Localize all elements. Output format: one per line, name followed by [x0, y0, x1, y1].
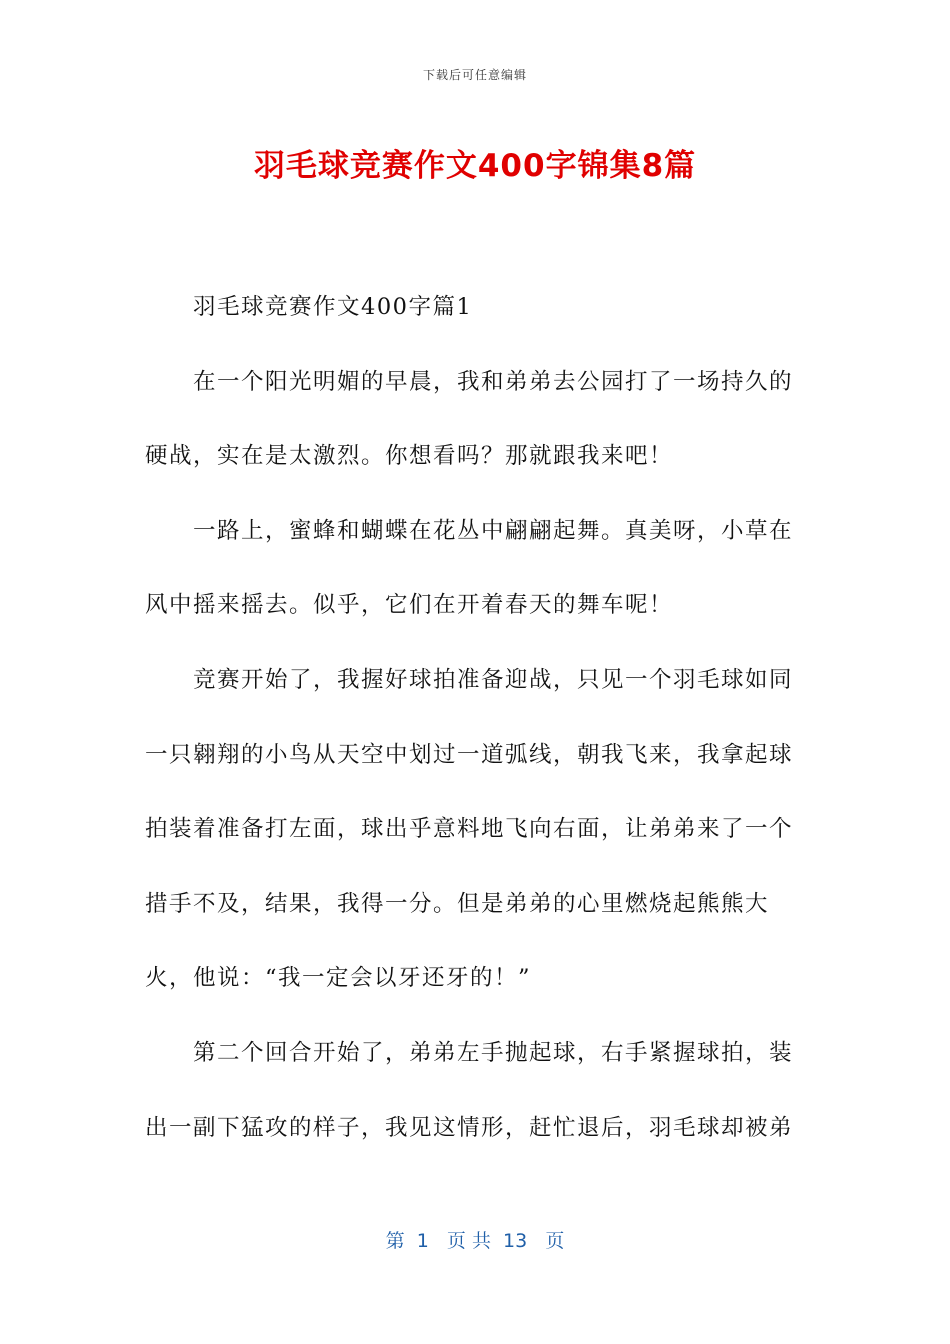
- paragraph: 一路上，蜜蜂和蝴蝶在花丛中翩翩起舞。真美呀，小草在风中摇来摇去。似乎，它们在开着春天的舞车呢！: [145, 517, 794, 619]
- document-body: [145, 270, 810, 1165]
- paragraph: 在一个阳光明媚的早晨，我和弟弟去公园打了一场持久的硬战，实在是太激烈。你想看吗？那就跟我来吧！: [145, 368, 794, 470]
- document-title: 羽毛球竞赛作文400字锦集8篇: [253, 148, 697, 184]
- paragraph: 竞赛开始了，我握好球拍准备迎战，只见一个羽毛球如同一只翱翔的小鸟从天空中划过一道弧线，朝我飞来，我拿起球拍装着准备打左面，球出乎意料地飞向右面，让弟弟来了一个措手不及，结果，我得一分。但是弟弟的心里燃烧起熊熊大火，他说：“我一定会以牙还牙的！”: [145, 666, 794, 992]
- section-heading: 羽毛球竞赛作文400字篇1: [193, 294, 473, 320]
- paragraph: 第二个回合开始了，弟弟左手抛起球，右手紧握球拍，装出一副下猛攻的样子，我见这情形，赶忙退后，羽毛球却被弟: [145, 1039, 794, 1141]
- page-number-footer: 第 1 页 共 13 页: [385, 1230, 565, 1252]
- header-note: 下载后可任意编辑: [422, 68, 527, 82]
